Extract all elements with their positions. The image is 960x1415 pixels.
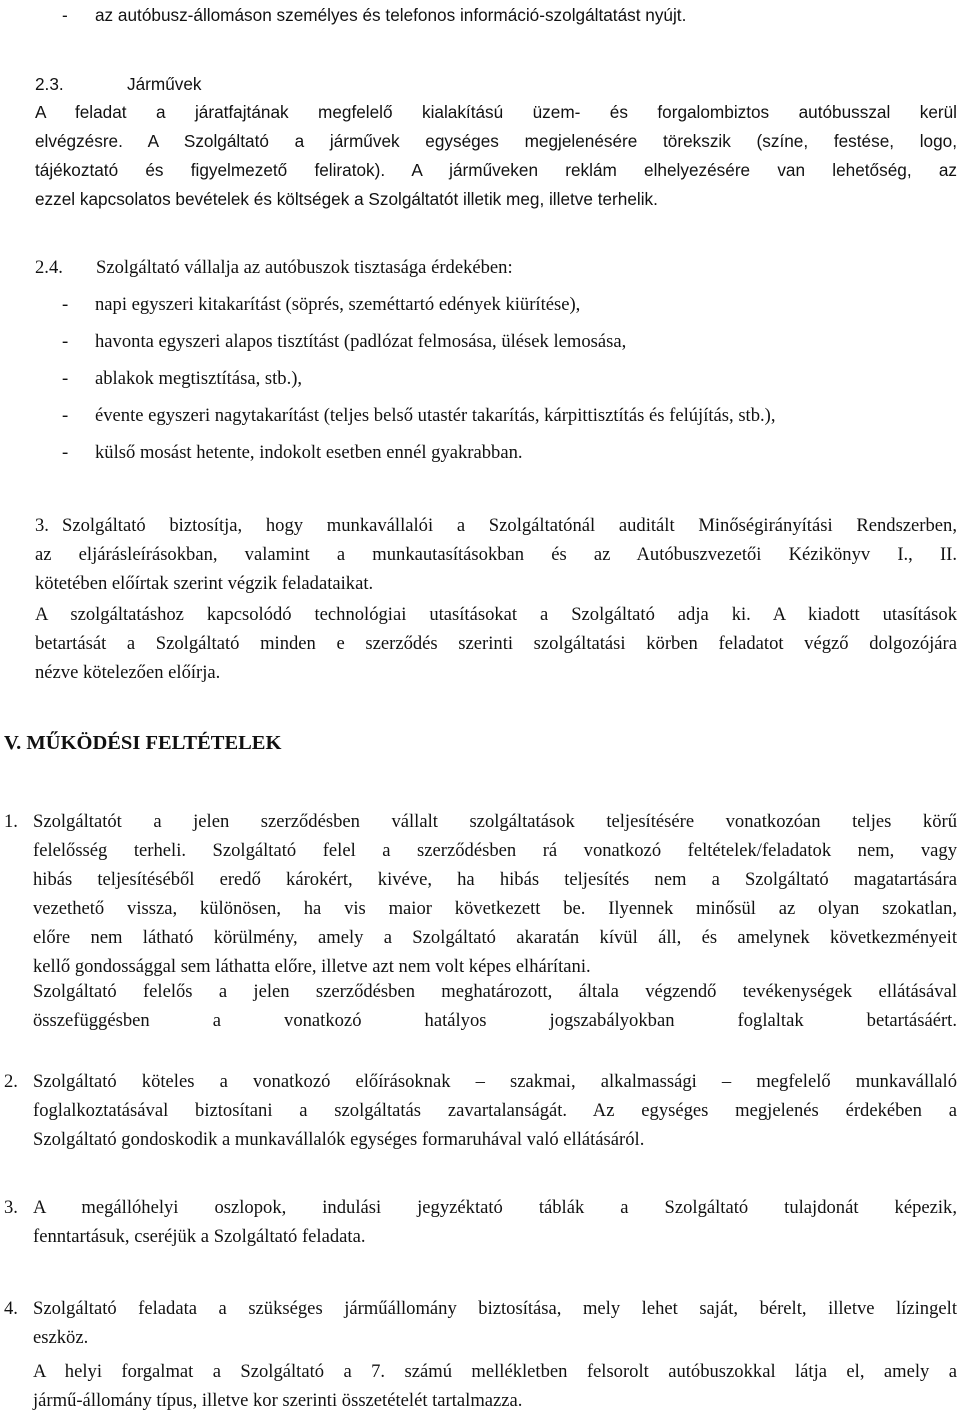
text-line: eszköz.	[33, 1327, 89, 1348]
text-line: elvégzésre. A Szolgáltató a járművek egységes megjelenésére törekszik (színe, festése, logo,	[35, 131, 957, 151]
text-line: Szolgáltató köteles a vonatkozó előírásoknak – szakmai, alkalmassági – megfelelő munkavállaló	[33, 1071, 957, 1092]
section-2-3-number: 2.3.	[35, 74, 64, 94]
section-2-4-intro: Szolgáltató vállalja az autóbuszok tisztasága érdekében:	[96, 257, 513, 278]
text-line: Szolgáltatót a jelen szerződésben vállalt szolgáltatások teljesítésére vonatkozóan teljes körű	[33, 811, 957, 832]
text-line: kellő gondossággal sem láthatta előre, illetve azt nem volt képes elhárítani.	[33, 956, 591, 977]
point-3-number: 3.	[35, 515, 49, 536]
text-line: betartását a Szolgáltató minden e szerződés szerinti szolgáltatási körben feladatot végző dolgozójára	[35, 633, 957, 654]
text-line: összefüggésben a vonatkozó hatályos jogszabályokban foglaltak betartásáért.	[33, 1010, 957, 1031]
text-line: foglalkoztatásával biztosítani a szolgáltatás zavartalanságát. Az egységes megjelenés érdekében a	[33, 1100, 957, 1121]
item-3-body	[33, 1193, 957, 1251]
text-line: Szolgáltató biztosítja, hogy munkavállalói a Szolgáltatónál auditált Minőségirányítási Rendszerben,	[62, 515, 957, 536]
list-item-text: ablakok megtisztítása, stb.),	[95, 368, 303, 389]
bullet-dash: -	[62, 5, 68, 25]
list-item	[62, 290, 952, 319]
text-line: A megállóhelyi oszlopok, indulási jegyzéktató táblák a Szolgáltató tulajdonát képezik,	[33, 1197, 957, 1218]
text-line: az eljárásleírásokban, valamint a munkautasításokban és az Autóbuszvezetői Kézikönyv I., II.	[35, 544, 957, 565]
list-item-text: évente egyszeri nagytakarítást (teljes belső utastér takarítás, kárpittisztítás és felújítás, stb.),	[95, 405, 776, 426]
section-heading: V. MŰKÖDÉSI FELTÉTELEK	[4, 732, 282, 754]
list-item	[62, 401, 952, 430]
item-4-paragraph-2	[33, 1357, 957, 1415]
list-item-text: napi egyszeri kitakarítást (söprés, szeméttartó edények kiürítése),	[95, 294, 581, 315]
text-line: nézve kötelezően előírja.	[35, 662, 221, 683]
section-2-3-title: Járművek	[127, 74, 202, 94]
item-2-body	[33, 1067, 957, 1154]
top-bullet	[62, 1, 942, 30]
list-item-text: külső mosást hetente, indokolt esetben ennél gyakrabban.	[95, 442, 523, 463]
text-line: hibás teljesítéséből eredő károkért, kivéve, ha hibás teljesítés nem a Szolgáltató magatartására	[33, 869, 957, 890]
bullet-dash: -	[62, 442, 69, 463]
text-line: vezethető vissza, különösen, ha vis maior következett be. Ilyennek minősül az olyan szokatlan,	[33, 898, 957, 919]
text-line: jármű-állomány típus, illetve kor szerinti összetételét tartalmazza.	[33, 1390, 523, 1411]
top-bullet-text: az autóbusz-állomáson személyes és telefonos információ-szolgáltatást nyújt.	[95, 5, 687, 25]
text-line: Szolgáltató felelős a jelen szerződésben meghatározott, általa végzendő tevékenységek ellátásával	[33, 981, 957, 1002]
item-3-number: 3.	[4, 1197, 18, 1218]
item-2-number: 2.	[4, 1071, 18, 1092]
list-item-text: havonta egyszeri alapos tisztítást (padlózat felmosása, ülések lemosása,	[95, 331, 627, 352]
text-line: ezzel kapcsolatos bevételek és költségek a Szolgáltatót illetik meg, illetve terhelik.	[35, 189, 658, 209]
list-item	[62, 327, 952, 356]
bullet-dash: -	[62, 368, 69, 389]
text-line: A helyi forgalmat a Szolgáltató a 7. számú mellékletben felsorolt autóbuszokkal látja el, amely a	[33, 1361, 957, 1382]
list-item	[62, 438, 952, 467]
bullet-dash: -	[62, 405, 69, 426]
item-1-body	[33, 807, 957, 981]
list-item	[62, 364, 952, 393]
item-1-number: 1.	[4, 811, 18, 832]
bullet-dash: -	[62, 294, 69, 315]
point-3-lines	[35, 511, 957, 598]
item-4-number: 4.	[4, 1298, 18, 1319]
text-line: Szolgáltató feladata a szükséges járműállomány biztosítása, mely lehet saját, bérelt, illetve lízingelt	[33, 1298, 957, 1319]
text-line: Szolgáltató gondoskodik a munkavállalók egységes formaruhával való ellátásáról.	[33, 1129, 645, 1150]
text-line: előre nem látható körülmény, amely a Szolgáltató akaratán kívül áll, és amelynek következményeit	[33, 927, 957, 948]
bullet-dash: -	[62, 331, 69, 352]
item-1-paragraph-2	[33, 977, 957, 1035]
text-line: felelősség terheli. Szolgáltató felel a szerződésben rá vonatkozó feltételek/feladatok nem, vagy	[33, 840, 957, 861]
text-line: A szolgáltatáshoz kapcsolódó technológiai utasításokat a Szolgáltató adja ki. A kiadott utasítások	[35, 604, 957, 625]
section-2-3-body	[35, 98, 957, 214]
text-line: A feladat a járatfajtának megfelelő kialakítású üzem- és forgalombiztos autóbusszal kerül	[35, 102, 957, 122]
text-line: fenntartásuk, cseréjük a Szolgáltató feladata.	[33, 1226, 366, 1247]
point-3-paragraph-2	[35, 600, 957, 687]
item-4-body	[33, 1294, 957, 1352]
text-line: kötetében előírtak szerint végzik feladataikat.	[35, 573, 374, 594]
section-2-4-number: 2.4.	[35, 257, 63, 278]
text-line: tájékoztató és figyelmezető feliratok). A járműveken reklám elhelyezésére van lehetőség, az	[35, 160, 957, 180]
